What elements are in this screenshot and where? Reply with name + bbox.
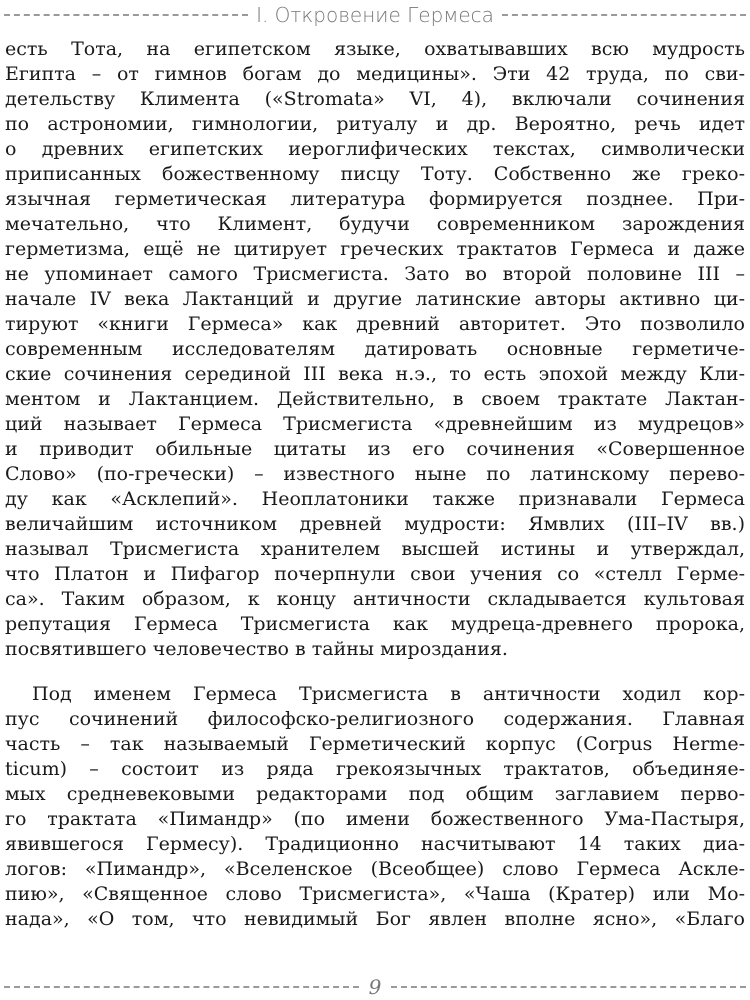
text-line: ций называет Гермеса Трисмегиста «древнейшим из мудрецов» bbox=[5, 413, 745, 435]
text-line: по астрономии, гимнологии, ритуалу и др. Вероятно, речь идет bbox=[5, 113, 745, 135]
text-line: ticum) – состоит из ряда грекоязычных трактатов, объединяе- bbox=[5, 758, 745, 780]
footer-rule-left bbox=[4, 986, 359, 988]
text-line: о древних египетских иероглифических текстах, символически bbox=[5, 138, 745, 160]
text-line: называл Трисмегиста хранителем высшей истины и утверждал, bbox=[5, 538, 745, 560]
text-line: что Платон и Пифагор почерпнули свои учения со «стелл Герме- bbox=[5, 563, 745, 585]
text-line: Слово» (по-гречески) – известного ныне по латинскому перево- bbox=[5, 463, 745, 485]
body-text bbox=[5, 37, 745, 932]
text-line: Под именем Гермеса Трисмегиста в античности ходил кор- bbox=[32, 683, 745, 705]
text-line: язычная герметическая литература формируется позднее. При- bbox=[5, 188, 745, 210]
chapter-title: I. Откровение Гермеса bbox=[256, 3, 494, 27]
text-line: Египта – от гимнов богам до медицины». Эти 42 труда, по сви- bbox=[5, 63, 745, 85]
header-rule-right bbox=[502, 14, 746, 16]
text-line: ские сочинения серединой III века н.э., то есть эпохой между Кли- bbox=[5, 363, 745, 385]
header-rule-left bbox=[4, 14, 248, 16]
text-line: ментом и Лактанцием. Действительно, в своем трактате Лактан- bbox=[5, 388, 745, 410]
text-line: и приводит обильные цитаты из его сочинения «Совершенное bbox=[5, 438, 745, 460]
text-line: са». Таким образом, к концу античности складывается культовая bbox=[5, 588, 745, 610]
text-line: есть Тота, на египетском языке, охватывавших всю мудрость bbox=[5, 38, 745, 60]
paragraph bbox=[5, 37, 745, 662]
page-footer bbox=[0, 976, 750, 998]
text-line: посвятившего человечество в тайны мироздания. bbox=[5, 638, 508, 660]
text-line: не упоминает самого Трисмегиста. Зато во второй половине III – bbox=[5, 263, 745, 285]
text-line: детельству Климента («Stromata» VI, 4), включали сочинения bbox=[5, 88, 745, 110]
running-header bbox=[0, 2, 750, 28]
text-line: нада», «О том, что невидимый Бог явлен вполне ясно», «Благо bbox=[5, 908, 745, 930]
text-line: пию», «Священное слово Трисмегиста», «Чаша (Кратер) или Мо- bbox=[5, 883, 745, 905]
text-line: репутация Гермеса Трисмегиста как мудреца-древнего пророка, bbox=[5, 613, 745, 635]
text-line: приписанных божественному писцу Тоту. Собственно же греко- bbox=[5, 163, 745, 185]
text-line: современным исследователям датировать основные герметиче- bbox=[5, 338, 745, 360]
text-line: явившегося Гермесу). Традиционно насчитывают 14 таких диа- bbox=[5, 833, 745, 855]
paragraph bbox=[5, 682, 745, 932]
paragraph-gap bbox=[5, 662, 745, 682]
footer-rule-right bbox=[391, 986, 746, 988]
text-line: логов: «Пимандр», «Вселенское (Всеобщее) слово Гермеса Аскле- bbox=[5, 858, 745, 880]
page-number: 9 bbox=[368, 975, 382, 999]
text-line: мых средневековыми редакторами под общим заглавием перво- bbox=[5, 783, 745, 805]
text-line: тируют «книги Гермеса» как древний авторитет. Это позволило bbox=[5, 313, 745, 335]
text-line: герметизма, ещё не цитирует греческих трактатов Гермеса и даже bbox=[5, 238, 745, 260]
text-line: мечательно, что Климент, будучи современником зарождения bbox=[5, 213, 745, 235]
text-line: пус сочинений философско-религиозного содержания. Главная bbox=[5, 708, 745, 730]
text-line: часть – так называемый Герметический корпус (Corpus Herme- bbox=[5, 733, 745, 755]
text-line: ду как «Асклепий». Неоплатоники также признавали Гермеса bbox=[5, 488, 745, 510]
text-line: го трактата «Пимандр» (по имени божественного Ума-Пастыря, bbox=[5, 808, 745, 830]
text-line: начале IV века Лактанций и другие латинские авторы активно ци- bbox=[5, 288, 745, 310]
text-line: величайшим источником древней мудрости: Ямвлих (III–IV вв.) bbox=[5, 513, 745, 535]
